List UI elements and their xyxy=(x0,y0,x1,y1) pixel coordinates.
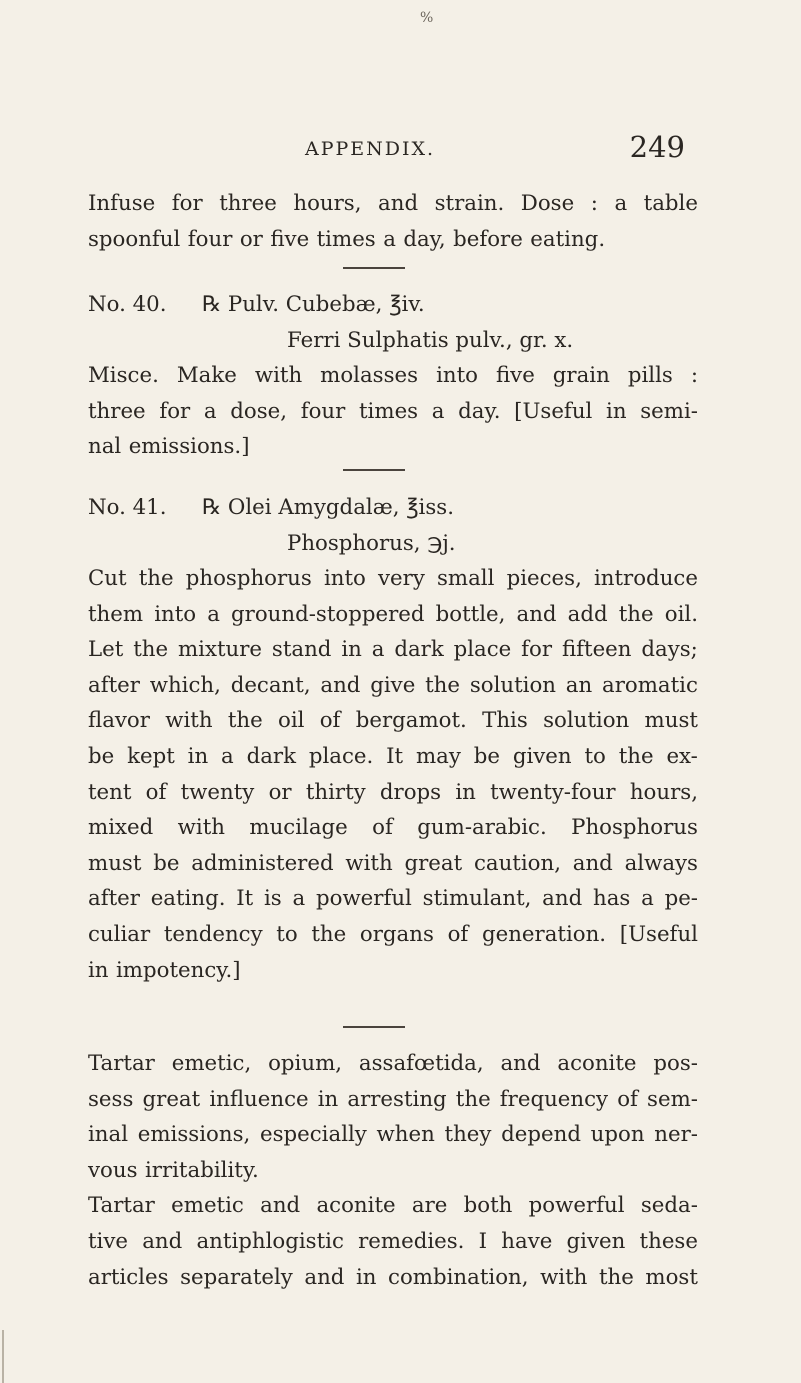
word: tent xyxy=(88,779,132,805)
text-line xyxy=(88,429,698,465)
word: ground-stoppered xyxy=(231,601,425,627)
word: bergamot. xyxy=(355,708,467,734)
word: administered xyxy=(191,850,334,876)
page-edge-line xyxy=(2,1330,4,1383)
word: fifteen xyxy=(561,637,632,663)
word: the xyxy=(138,566,174,591)
word: It xyxy=(236,886,254,912)
word: add xyxy=(567,601,608,627)
word: dark xyxy=(394,637,444,663)
word: and xyxy=(142,1228,183,1254)
word: articles xyxy=(88,1264,169,1290)
word: for xyxy=(159,398,191,424)
word: five xyxy=(270,226,310,252)
word: the xyxy=(311,921,347,947)
word: great xyxy=(404,850,463,876)
word: are xyxy=(411,1193,448,1219)
word: thirty xyxy=(305,779,366,805)
text-line xyxy=(88,597,698,633)
word: Tartar xyxy=(88,1193,155,1219)
word: in xyxy=(455,779,476,805)
word: four xyxy=(300,398,346,424)
word: Misce. xyxy=(88,363,159,388)
word: spoonful xyxy=(88,226,181,252)
word: always xyxy=(624,850,698,876)
printer-mark: % xyxy=(420,10,434,26)
word: arresting xyxy=(347,1086,447,1112)
word: to xyxy=(276,921,298,947)
word: flavor xyxy=(88,708,150,734)
text-line xyxy=(88,953,698,989)
word: assafœtida, xyxy=(358,1051,484,1076)
word: a xyxy=(614,191,628,216)
word: in xyxy=(355,1264,377,1290)
word: to xyxy=(584,743,606,769)
word: mucilage xyxy=(249,815,348,841)
recipe-40-label: No. 40. xyxy=(88,292,167,317)
text-line xyxy=(88,810,698,846)
word: twenty-four xyxy=(490,779,616,805)
text-line xyxy=(88,1224,698,1260)
word: grain xyxy=(552,363,610,388)
recipe-40-line1 xyxy=(88,287,425,323)
word: times xyxy=(316,226,376,252)
text-line xyxy=(88,1153,698,1189)
word: pos- xyxy=(653,1051,698,1076)
word: Cut xyxy=(88,566,127,591)
word: inal xyxy=(88,1122,129,1148)
word: eating. xyxy=(530,226,606,252)
word: influence xyxy=(209,1086,309,1112)
word: most xyxy=(645,1264,698,1290)
word: tive xyxy=(88,1228,129,1254)
word: Infuse xyxy=(88,191,156,216)
word: dark xyxy=(246,743,296,769)
word: a xyxy=(203,398,217,424)
word: in xyxy=(317,1086,339,1112)
word: remedies. xyxy=(358,1228,465,1254)
word: This xyxy=(482,708,528,734)
word: given xyxy=(512,743,572,769)
word: culiar xyxy=(88,921,151,947)
running-title: APPENDIX. xyxy=(305,138,436,160)
word: into xyxy=(323,566,366,591)
page-header xyxy=(305,130,685,170)
word: bottle, xyxy=(435,601,506,627)
text-line xyxy=(88,775,698,811)
recipe-41-body xyxy=(88,561,698,988)
recipe-41-line1 xyxy=(88,490,454,526)
word: Dose xyxy=(520,191,575,216)
word: be xyxy=(473,743,500,769)
word: a xyxy=(371,637,385,663)
word: and xyxy=(378,191,419,216)
word: seda- xyxy=(640,1193,698,1219)
word: upon xyxy=(590,1122,645,1148)
word: great xyxy=(142,1086,201,1112)
word: may xyxy=(415,743,461,769)
word: frequency xyxy=(499,1086,609,1112)
word: ner- xyxy=(654,1122,698,1148)
word: before xyxy=(453,226,523,252)
word: emetic, xyxy=(171,1051,252,1076)
word: kept xyxy=(127,743,175,769)
word: decant, xyxy=(230,672,311,698)
word: with xyxy=(165,708,213,734)
word: after xyxy=(88,886,140,912)
text-line xyxy=(88,1082,698,1118)
text-line xyxy=(88,358,698,394)
text-line xyxy=(88,846,698,882)
text-line xyxy=(88,1260,698,1296)
word: three xyxy=(219,191,277,216)
word: be xyxy=(153,850,180,876)
word: very xyxy=(378,566,425,591)
word: the xyxy=(133,637,169,663)
word: gum-arabic. xyxy=(417,815,547,841)
word: a xyxy=(431,398,445,424)
word: a xyxy=(207,601,220,627)
word: in xyxy=(341,637,362,663)
word: of xyxy=(372,815,393,841)
word: and xyxy=(542,886,583,912)
word: both xyxy=(463,1193,513,1219)
word: in xyxy=(606,398,627,424)
word: when xyxy=(376,1122,435,1148)
word: has xyxy=(592,886,631,912)
word: the xyxy=(598,1264,634,1290)
text-line xyxy=(88,703,698,739)
word: and xyxy=(320,672,361,698)
word: pe- xyxy=(664,886,698,912)
word: with xyxy=(254,363,303,388)
word: and xyxy=(516,601,557,627)
word: the xyxy=(425,672,461,698)
section-divider xyxy=(343,267,405,269)
word: Let xyxy=(88,637,124,663)
word: a xyxy=(292,886,306,912)
word: in xyxy=(88,957,109,983)
word: with xyxy=(540,1264,588,1290)
word: day. xyxy=(458,398,501,424)
word: stimulant, xyxy=(422,886,532,912)
intro-paragraph xyxy=(88,186,698,257)
word: them xyxy=(88,601,144,627)
word: the xyxy=(227,708,263,734)
word: and xyxy=(304,1264,345,1290)
word: day, xyxy=(403,226,446,252)
word: strain. xyxy=(434,191,505,216)
word: irritability. xyxy=(144,1157,259,1183)
word: pills xyxy=(627,363,673,388)
word: Make xyxy=(176,363,237,388)
word: aconite xyxy=(316,1193,396,1219)
word: especially xyxy=(259,1122,367,1148)
word: into xyxy=(154,601,197,627)
word: generation. xyxy=(481,921,607,947)
word: dose, xyxy=(230,398,288,424)
word: introduce xyxy=(593,566,698,591)
word: aconite xyxy=(557,1051,637,1076)
word: impotency.] xyxy=(115,957,241,983)
word: ex- xyxy=(666,743,698,769)
text-line xyxy=(88,668,698,704)
word: three xyxy=(88,398,146,424)
word: Phosphorus xyxy=(571,815,698,841)
text-line xyxy=(88,917,698,953)
word: drops xyxy=(379,779,442,805)
word: [Useful xyxy=(619,921,698,947)
word: they xyxy=(444,1122,492,1148)
word: emissions.] xyxy=(128,434,250,460)
word: of xyxy=(145,779,167,805)
word: : xyxy=(690,363,698,388)
word: must xyxy=(88,850,142,876)
word: depend xyxy=(501,1122,581,1148)
word: organs xyxy=(359,921,434,947)
word: is xyxy=(264,886,282,912)
word: antiphlogistic xyxy=(196,1228,344,1254)
word: and xyxy=(500,1051,541,1076)
text-line xyxy=(88,739,698,775)
recipe-40-line2: Ferri Sulphatis pulv., gr. x. xyxy=(287,328,574,353)
recipe-40-body xyxy=(88,358,698,465)
recipe-41-prescription: ℞ Olei Amygdalæ, ℥iss. xyxy=(202,495,454,520)
word: hours, xyxy=(293,191,362,216)
word: five xyxy=(495,363,535,388)
word: stand xyxy=(271,637,332,663)
word: semi- xyxy=(640,398,698,424)
word: table xyxy=(643,191,698,216)
text-line xyxy=(88,632,698,668)
word: oil. xyxy=(664,601,698,627)
word: of xyxy=(617,1086,638,1112)
word: the xyxy=(618,601,654,627)
word: solution xyxy=(469,672,556,698)
word: given xyxy=(566,1228,626,1254)
word: an xyxy=(565,672,593,698)
word: aromatic xyxy=(602,672,698,698)
word: be xyxy=(88,743,115,769)
word: small xyxy=(436,566,495,591)
word: four xyxy=(187,226,233,252)
text-line xyxy=(88,1117,698,1153)
word: with xyxy=(177,815,225,841)
word: mixture xyxy=(177,637,263,663)
word: powerful xyxy=(315,886,412,912)
word: solution xyxy=(543,708,630,734)
word: give xyxy=(370,672,416,698)
text-line xyxy=(88,561,698,597)
text-line xyxy=(88,1188,698,1224)
recipe-41-label: No. 41. xyxy=(88,495,167,520)
word: of xyxy=(447,921,469,947)
word: sem- xyxy=(647,1086,698,1112)
word: tendency xyxy=(163,921,263,947)
word: after xyxy=(88,672,140,698)
word: caution, xyxy=(473,850,561,876)
word: Tartar xyxy=(88,1051,155,1076)
text-line xyxy=(88,394,698,430)
word: these xyxy=(639,1228,698,1254)
word: of xyxy=(319,708,341,734)
section-divider xyxy=(343,469,405,471)
word: separately xyxy=(180,1264,293,1290)
word: : xyxy=(590,191,598,216)
word: for xyxy=(171,191,203,216)
word: place xyxy=(453,637,512,663)
word: combination, xyxy=(388,1264,529,1290)
word: times xyxy=(359,398,419,424)
section-divider xyxy=(343,1026,405,1028)
word: and xyxy=(260,1193,301,1219)
closing-paragraph xyxy=(88,1046,698,1295)
word: powerful xyxy=(528,1193,625,1219)
word: which, xyxy=(149,672,221,698)
word: molasses xyxy=(320,363,419,388)
text-line xyxy=(88,881,698,917)
word: the xyxy=(618,743,654,769)
page-number: 249 xyxy=(629,130,685,164)
word: for xyxy=(521,637,553,663)
recipe-40-prescription: ℞ Pulv. Cubebæ, ℥iv. xyxy=(202,292,425,317)
word: [Useful xyxy=(514,398,593,424)
word: emetic xyxy=(171,1193,244,1219)
word: days; xyxy=(641,637,698,663)
word: opium, xyxy=(268,1051,343,1076)
recipe-41-line2: Phosphorus, ℈j. xyxy=(287,531,456,556)
word: with xyxy=(345,850,393,876)
word: phosphorus xyxy=(185,566,312,591)
word: I xyxy=(478,1228,488,1254)
word: nal xyxy=(88,434,122,460)
word: mixed xyxy=(88,815,154,841)
word: or xyxy=(268,779,292,805)
text-line xyxy=(88,1046,698,1082)
word: a xyxy=(383,226,396,252)
text-line xyxy=(88,222,698,258)
word: and xyxy=(572,850,613,876)
word: in xyxy=(187,743,209,769)
word: It xyxy=(386,743,404,769)
word: into xyxy=(436,363,478,388)
word: have xyxy=(501,1228,553,1254)
word: or xyxy=(239,226,263,252)
word: vous xyxy=(88,1157,138,1183)
word: a xyxy=(221,743,234,769)
word: pieces, xyxy=(506,566,582,591)
word: sess xyxy=(88,1086,134,1112)
word: the xyxy=(455,1086,491,1112)
word: hours, xyxy=(629,779,698,805)
word: twenty xyxy=(180,779,255,805)
word: a xyxy=(641,886,654,912)
word: emissions, xyxy=(137,1122,251,1148)
text-line xyxy=(88,186,698,222)
word: eating. xyxy=(150,886,226,912)
word: oil xyxy=(278,708,305,734)
word: must xyxy=(644,708,698,734)
word: place. xyxy=(308,743,374,769)
